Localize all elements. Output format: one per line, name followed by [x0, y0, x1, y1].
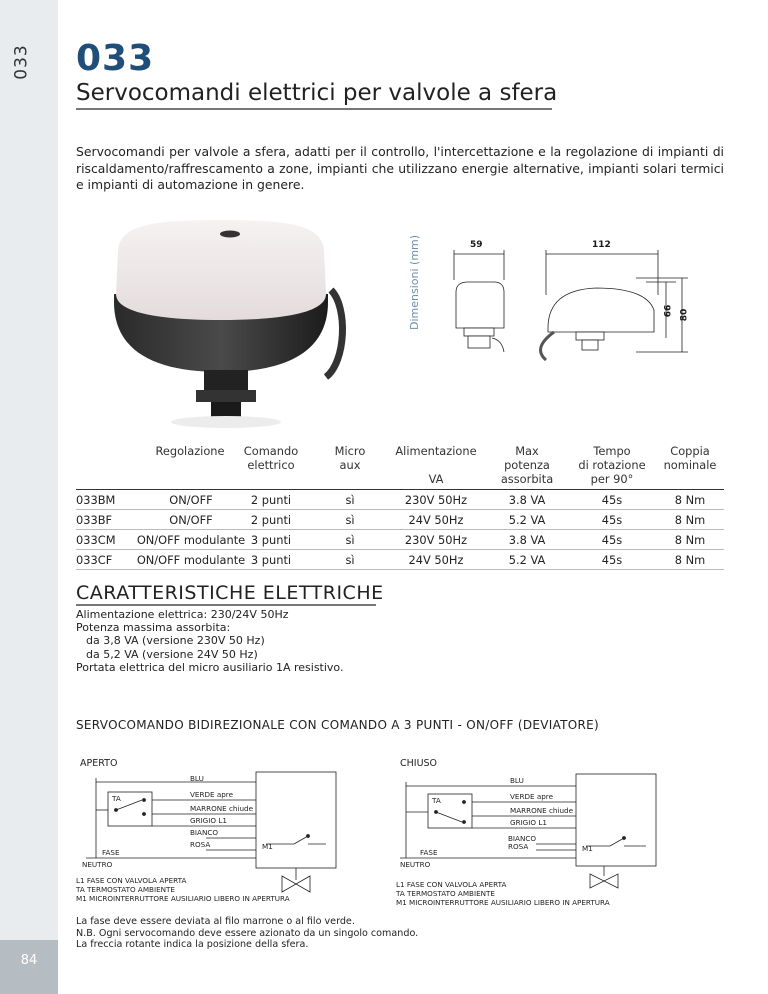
table-row — [76, 490, 724, 510]
wire-rosa: ROSA — [190, 840, 211, 849]
note-line: N.B. Ogni servocomando deve essere azionato da un singolo comando. — [76, 927, 419, 939]
note-line: La fase deve essere deviata al filo marrone o al filo verde. — [76, 916, 355, 927]
wire-verde: VERDE apre — [190, 790, 233, 799]
legend-line: L1 FASE CON VALVOLA APERTA — [396, 880, 507, 889]
side-bar — [0, 0, 58, 994]
spec-line: Portata elettrica del micro ausiliario 1A resistivo. — [76, 660, 344, 674]
wire-bianco: BIANCO — [190, 828, 219, 837]
dim-height-66: 66 — [663, 304, 674, 318]
wiring-diagram-aperto — [76, 758, 406, 908]
title-rule — [76, 108, 552, 110]
wire-verde: VERDE apre — [510, 792, 553, 801]
cell-code: 033CF — [76, 553, 113, 567]
cell-micro: sì — [345, 533, 355, 547]
cell-tempo: 45s — [601, 493, 623, 507]
cell-potenza: 5.2 VA — [508, 513, 546, 527]
ta-label: TA — [112, 794, 121, 803]
legend-line: M1 MICROINTERRUTTORE AUSILIARIO LIBERO IN APERTURA — [396, 898, 610, 907]
wiring-title: SERVOCOMANDO BIDIREZIONALE CON COMANDO A 3 PUNTI - ON/OFF (DEVIATORE) — [76, 718, 600, 732]
spec-line: da 3,8 VA (versione 230V 50 Hz) — [86, 634, 265, 648]
wiring-diagram-chiuso — [396, 758, 726, 908]
header-alimentazione: Alimentazione VA — [395, 444, 477, 486]
side-code-text: 033 — [11, 44, 32, 80]
cell-comando: 3 punti — [250, 533, 292, 547]
electrical-specs — [76, 608, 343, 674]
wire-marrone: MARRONE chiude — [510, 806, 574, 815]
cell-tempo: 45s — [601, 533, 623, 547]
wire-grigio: GRIGIO L1 — [510, 818, 547, 827]
wiring-notes — [76, 916, 418, 951]
header-regolazione: Regolazione — [155, 444, 225, 458]
actuator-image — [96, 212, 354, 430]
ta-label: TA — [432, 796, 441, 805]
table-header — [76, 440, 724, 490]
dim-height-80: 80 — [679, 308, 690, 322]
cell-micro: sì — [345, 493, 355, 507]
side-code — [11, 40, 44, 90]
neutro-label: NEUTRO — [82, 860, 113, 869]
motor-label: M1 — [262, 842, 273, 851]
fase-label: FASE — [102, 848, 120, 857]
dimensions-label: Dimensioni (mm) — [408, 234, 421, 330]
legend-line: TA TERMOSTATO AMBIENTE — [76, 885, 175, 894]
wire-marrone: MARRONE chiude — [190, 804, 254, 813]
legend-line: TA TERMOSTATO AMBIENTE — [396, 889, 495, 898]
dim-width-59: 59 — [470, 240, 483, 250]
cell-potenza: 3.8 VA — [508, 533, 546, 547]
product-code: 033 — [76, 38, 155, 79]
cell-comando: 3 punti — [250, 553, 292, 567]
table-row — [76, 510, 724, 530]
spec-line: da 5,2 VA (versione 24V 50 Hz) — [86, 647, 258, 661]
spec-line: Alimentazione elettrica: 230/24V 50Hz — [76, 608, 289, 621]
wire-blu: BLU — [190, 774, 204, 783]
cell-code: 033CM — [76, 533, 116, 547]
page-number: 84 — [20, 953, 38, 968]
table-row — [76, 550, 724, 570]
cell-comando: 2 punti — [250, 493, 292, 507]
cell-tempo: 45s — [601, 513, 623, 527]
header-micro: Micro aux — [334, 444, 366, 472]
dimension-drawing — [436, 240, 706, 370]
cell-alimentazione: 24V 50Hz — [408, 553, 464, 567]
header-tempo: Tempo di rotazione per 90° — [578, 444, 646, 486]
header-comando: Comando elettrico — [243, 444, 299, 472]
header-coppia: Coppia nominale — [663, 444, 717, 472]
cell-code: 033BF — [76, 513, 113, 527]
cell-alimentazione: 24V 50Hz — [408, 513, 464, 527]
cell-comando: 2 punti — [250, 513, 292, 527]
cell-coppia: 8 Nm — [674, 533, 706, 547]
cell-micro: sì — [345, 513, 355, 527]
cell-micro: sì — [345, 553, 355, 567]
cell-code: 033BM — [76, 493, 116, 507]
intro-text: Servocomandi per valvole a sfera, adatti per il controllo, l'intercettazione e la regolazione di impianti di riscaldamento/raffrescamento a zone, impianti che utilizzano energie alternative, impianti solari termici e impianti di automazione in genere. — [76, 144, 724, 192]
state-label: APERTO — [80, 758, 118, 769]
spec-table — [76, 440, 724, 570]
cell-potenza: 3.8 VA — [508, 493, 546, 507]
section-title-electrical: CARATTERISTICHE ELETTRICHE — [76, 582, 384, 604]
wire-grigio: GRIGIO L1 — [190, 816, 227, 825]
cell-coppia: 8 Nm — [674, 493, 706, 507]
cell-regolazione: ON/OFF modulante — [136, 533, 246, 547]
cell-coppia: 8 Nm — [674, 553, 706, 567]
wire-blu: BLU — [510, 776, 524, 785]
cell-alimentazione: 230V 50Hz — [404, 533, 468, 547]
cell-alimentazione: 230V 50Hz — [404, 493, 468, 507]
wire-rosa: ROSA — [508, 842, 529, 851]
legend-line: L1 FASE CON VALVOLA APERTA — [76, 876, 187, 885]
page-title: Servocomandi elettrici per valvole a sfera — [76, 80, 558, 106]
cell-tempo: 45s — [601, 553, 623, 567]
neutro-label: NEUTRO — [400, 860, 431, 869]
note-line: La freccia rotante indica la posizione della sfera. — [76, 939, 309, 951]
table-row — [76, 530, 724, 550]
motor-label: M1 — [582, 844, 593, 853]
cell-regolazione: ON/OFF — [169, 513, 213, 527]
wire-bianco: BIANCO — [508, 834, 537, 843]
section-rule — [76, 604, 376, 606]
header-potenza: Max potenza assorbita — [500, 444, 554, 486]
cell-coppia: 8 Nm — [674, 513, 706, 527]
cell-regolazione: ON/OFF modulante — [136, 553, 246, 567]
cell-regolazione: ON/OFF — [169, 493, 213, 507]
state-label: CHIUSO — [400, 758, 438, 769]
dim-width-112: 112 — [592, 240, 611, 250]
spec-line: Potenza massima assorbita: — [76, 621, 231, 635]
cell-potenza: 5.2 VA — [508, 553, 546, 567]
fase-label: FASE — [420, 848, 438, 857]
legend-line: M1 MICROINTERRUTTORE AUSILIARIO LIBERO IN APERTURA — [76, 894, 290, 903]
